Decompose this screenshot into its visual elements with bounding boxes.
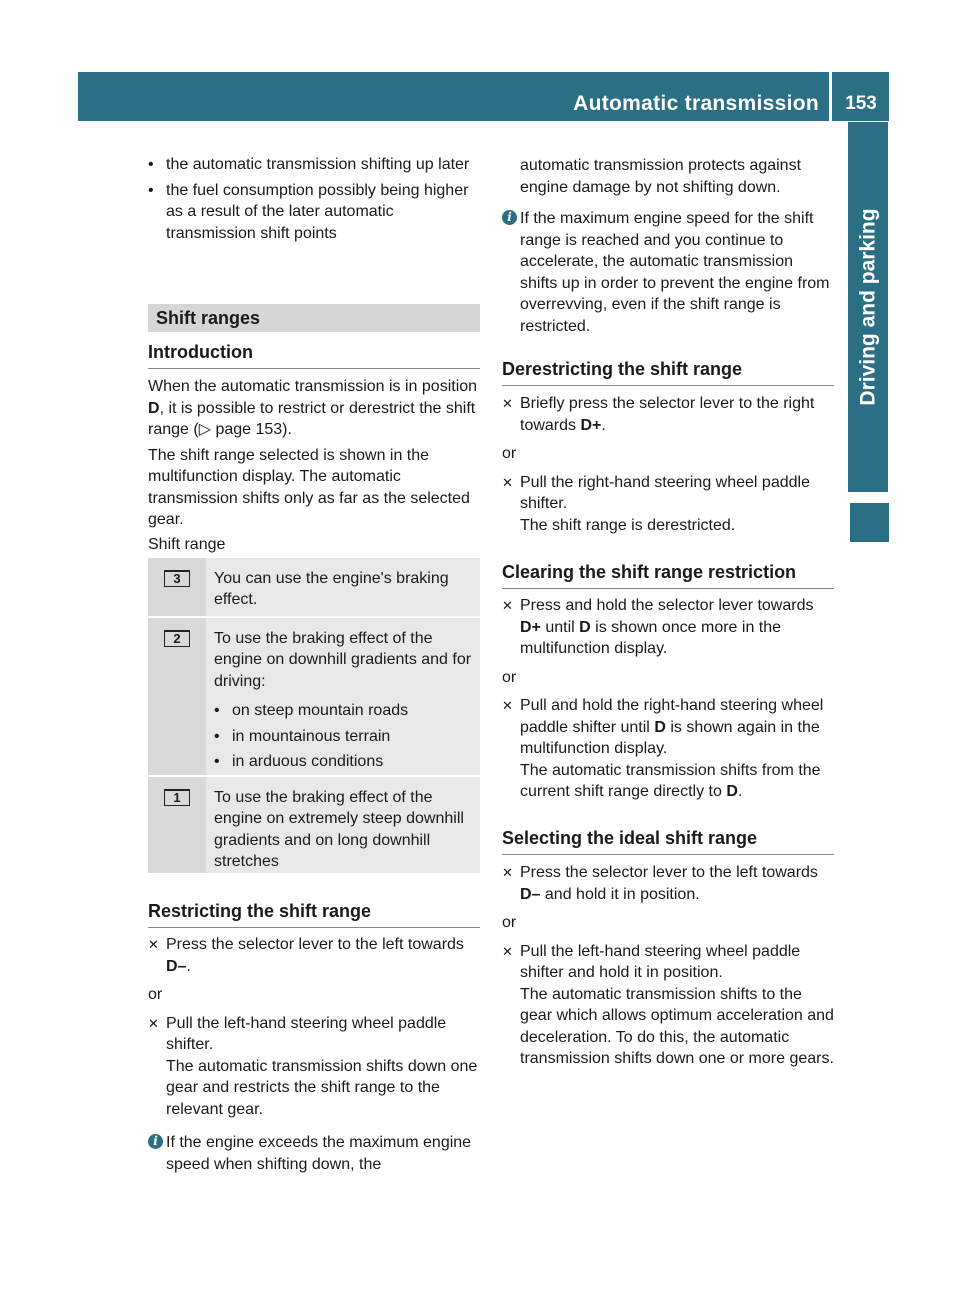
list-item: • in mountainous terrain (214, 727, 391, 745)
step-arrow-icon: ✕ (502, 474, 513, 490)
intro-bullets (148, 154, 480, 248)
intro-text: When the automatic transmission is in position (148, 378, 478, 395)
gear-3-icon: 3 (164, 570, 190, 587)
list-item-text: in mountainous terrain (232, 727, 391, 745)
step-text: Pull the right-hand steering wheel paddle shifter. (520, 473, 810, 512)
step-text-end: is shown once more in the multifunction display. (520, 618, 782, 657)
step-text-end: . (186, 957, 191, 975)
side-tab (848, 122, 888, 492)
table-value-cell: To use the braking effect of the engine on extremely steep downhill gradients and on long downhill stretches (214, 788, 464, 870)
table-key-cell (148, 558, 206, 616)
info-text-continued: automatic transmission protects against engine damage by not shifting down. (520, 157, 802, 196)
intro-gear: D (148, 399, 160, 417)
step-arrow-icon: ✕ (502, 698, 513, 713)
or-label: or (502, 445, 517, 462)
step-result: The automatic transmission shifts to the gear which allows optimum acceleration and deceleration. To do this, the automatic transmission shifts down one or more gears. (520, 985, 834, 1067)
step-result: The automatic transmission shifts down one gear and restricts the shift range to the relevant gear. (166, 1057, 478, 1118)
step-text: Pull the left-hand steering wheel paddle shifter and hold it in position. (520, 942, 801, 981)
step-item (502, 862, 834, 905)
info-icon: i (502, 210, 517, 225)
list-item: • the fuel consumption possibly being higher as a result of the later automatic transmission shift points (148, 181, 469, 242)
step-gear: D– (520, 885, 541, 903)
info-text: If the engine exceeds the maximum engine speed when shifting down, the (166, 1134, 472, 1173)
step-arrow-icon: ✕ (502, 943, 513, 959)
step-text: Press the selector lever to the left towards (166, 936, 464, 953)
step-gear: D+ (580, 416, 602, 434)
step-result-end: . (737, 783, 743, 800)
table-value-cell: You can use the engine's braking effect. (214, 569, 449, 608)
step-text: Press and hold the selector lever towards (520, 597, 814, 614)
list-item: • in arduous conditions (214, 753, 384, 770)
derestricting-steps (502, 393, 834, 536)
page-number: 153 (845, 93, 877, 114)
info-icon: i (148, 1134, 163, 1149)
step-text: Pull the left-hand steering wheel paddle shifter. (166, 1014, 447, 1053)
side-tab-marker (850, 503, 889, 542)
or-label: or (148, 986, 163, 1003)
step-gear: D (579, 618, 591, 636)
step-gear: D– (166, 957, 187, 975)
info-note (148, 1132, 480, 1175)
step-text-end: . (601, 416, 606, 434)
info-text: If the maximum engine speed for the shift range is reached and you continue to accelerate, the automatic transmission shifts up in order to prevent the engine from overrevving, even if the shift range is restricted. (520, 210, 830, 335)
step-gear: D+ (520, 618, 541, 636)
step-item (148, 934, 480, 977)
ideal-steps (502, 862, 834, 1070)
table-row (148, 775, 480, 873)
clearing-heading: Clearing the shift range restriction (502, 562, 834, 589)
step-text: Briefly press the selector lever to the right towards (520, 395, 815, 434)
table-row (148, 556, 480, 616)
ideal-heading: Selecting the ideal shift range (502, 828, 834, 855)
step-text-end: is shown again in the multifunction display. (520, 718, 820, 757)
table-row (148, 616, 480, 775)
step-item (148, 1013, 480, 1121)
chapter-title: Automatic transmission (573, 92, 819, 115)
step-text: until (540, 618, 580, 636)
table-bullets (214, 700, 472, 773)
step-item (502, 695, 834, 803)
intro-paragraph-2: The shift range selected is shown in the multifunction display. The automatic transmission shifts only as far as the selected gear. (148, 446, 470, 528)
derestricting-heading: Derestricting the shift range (502, 359, 834, 386)
intro-text-end: , it is possible to restrict or derestrict the shift range (▷ page 153). (148, 399, 476, 438)
list-item-text: on steep mountain roads (232, 702, 409, 719)
header-divider (829, 72, 832, 121)
step-item (502, 472, 834, 537)
table-key-cell (148, 618, 206, 775)
intro-paragraph (148, 376, 480, 441)
step-arrow-icon: ✕ (148, 937, 159, 952)
step-item (502, 595, 834, 660)
list-item: • on steep mountain roads (214, 702, 409, 719)
step-item (502, 941, 834, 1070)
clearing-steps (502, 595, 834, 803)
step-text-end: and hold it in position. (540, 885, 700, 903)
list-item: • the automatic transmission shifting up later (148, 156, 470, 173)
side-tab-label: Driving and parking (856, 208, 880, 406)
restricting-heading: Restricting the shift range (148, 901, 480, 928)
list-item-text: in arduous conditions (232, 753, 384, 770)
shift-range-table (148, 534, 480, 873)
step-gear: D (654, 718, 666, 736)
introduction-text (148, 376, 480, 531)
table-key-cell (148, 777, 206, 873)
list-item-text: the automatic transmission shifting up later (166, 156, 470, 173)
step-arrow-icon: ✕ (502, 396, 513, 411)
list-item-text: the fuel consumption possibly being higher as a result of the later automatic transmission shift points (166, 181, 469, 242)
restricting-steps (148, 934, 480, 1175)
or-label: or (502, 668, 517, 686)
gear-2-icon: 2 (164, 630, 190, 647)
page-header (78, 72, 889, 121)
table-value-cell (206, 618, 480, 775)
step-arrow-icon: ✕ (502, 598, 513, 613)
info-continued (502, 155, 834, 337)
gear-1-icon: 1 (164, 789, 190, 806)
info-note (502, 208, 834, 337)
section-title: Shift ranges (148, 304, 480, 332)
step-item (502, 393, 834, 436)
step-result: The shift range is derestricted. (520, 516, 736, 534)
step-result: The automatic transmission shifts from the current shift range directly to (520, 761, 821, 800)
step-text: Pull and hold the right-hand steering wheel paddle shifter until (520, 697, 824, 736)
step-gear: D (726, 783, 738, 800)
table-header: Shift range (148, 536, 226, 553)
step-arrow-icon: ✕ (148, 1015, 159, 1031)
or-label: or (502, 914, 517, 931)
step-arrow-icon: ✕ (502, 865, 513, 880)
introduction-heading: Introduction (148, 342, 480, 369)
step-text: Press the selector lever to the left towards (520, 864, 818, 881)
table-value-text: To use the braking effect of the engine on downhill gradients and for driving: (214, 629, 472, 690)
